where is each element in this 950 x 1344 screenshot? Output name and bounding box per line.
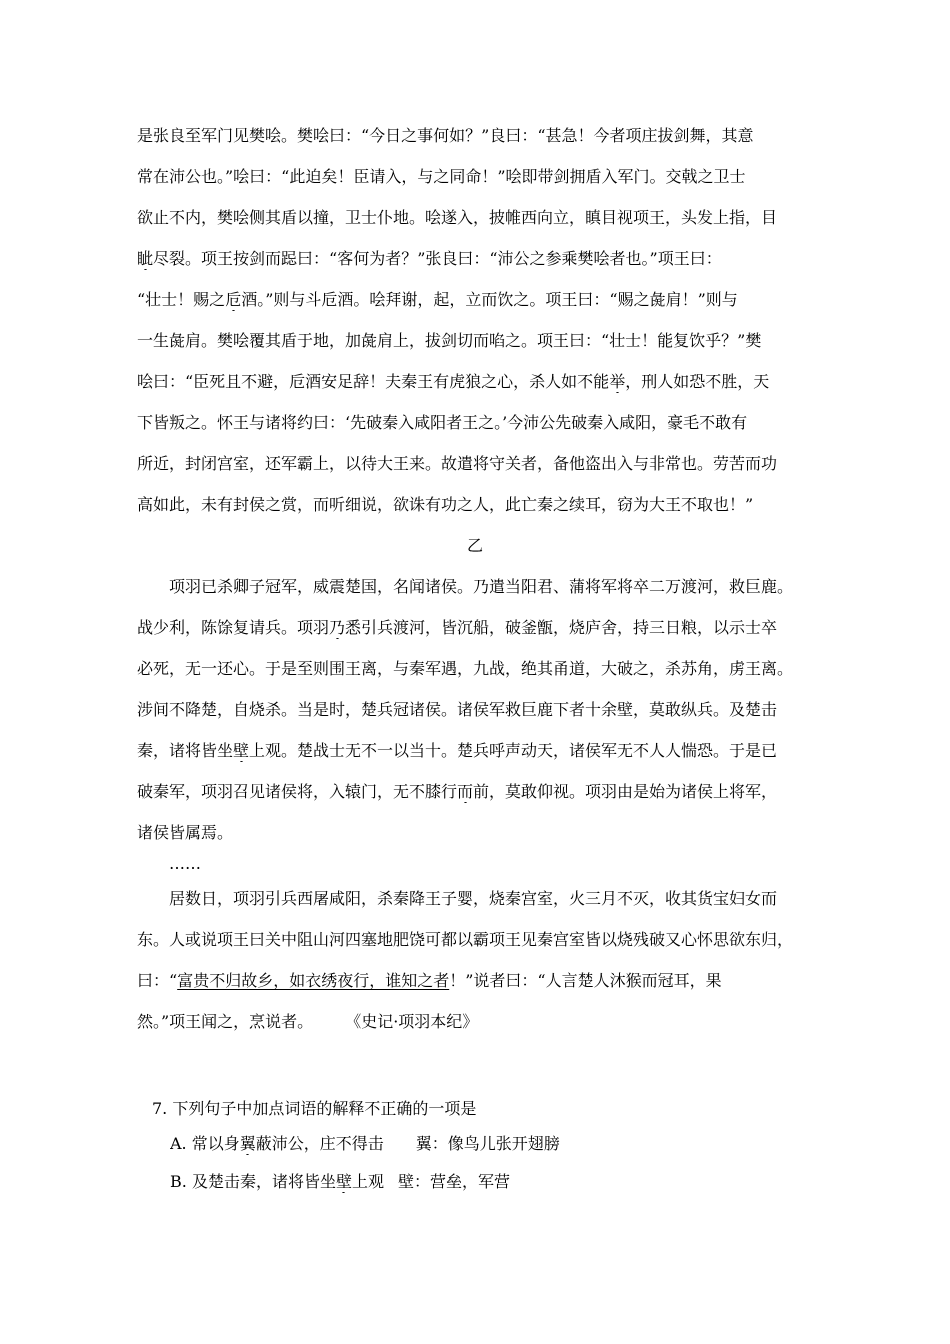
option-letter: A. — [170, 1134, 187, 1153]
question-7-stem — [152, 1098, 813, 1120]
passage-a-line-2: 常在沛公也。”哙曰：“此迫矣！臣请入，与之同命！”哙即带剑拥盾入军门。交戟之卫士 — [137, 167, 746, 186]
passage-a-line-1: 是张良至军门见樊哙。樊哙曰：“今日之事何如？”良曰：“甚急！今者项庄拔剑舞，其意 — [137, 126, 754, 145]
passage-b-line-7: 诸侯皆属焉。 — [137, 823, 234, 842]
passage-a-line-3: 欲止不内，樊哙侧其盾以撞，卫士仆地。哙遂入，披帷西向立，瞋目视项王，头发上指，目 — [137, 208, 778, 227]
passage-a-line-8: 下皆叛之。怀王与诸将约曰：‘先破秦入咸阳者王之。’今沛公先破秦入咸阳，豪毛不敢有 — [137, 413, 748, 432]
passage-a-line-10: 高如此，未有封侯之赏，而听细说，欲诛有功之人，此亡秦之续耳，窃为大王不取也！” — [137, 495, 754, 514]
text-run: “壮士！赐之 — [137, 290, 226, 309]
passage-a-line-5 — [137, 289, 813, 311]
passage-b-line-8: 居数日，项羽引兵西屠咸阳，杀秦降王子婴，烧秦宫室，火三月不灭，收其货宝妇女而 — [169, 889, 778, 908]
emphasis-dot-char: 举 — [609, 372, 626, 391]
emphasis-dot-char: 眦 — [137, 249, 154, 268]
question-number: 7. — [152, 1099, 168, 1118]
ellipsis: …… — [169, 854, 201, 873]
passage-b-line-1: 项羽已杀卿子冠军，威震楚国，名闻诸侯。乃遣当阳君、蒲将军将卒二万渡河，救巨鹿。 — [169, 577, 794, 596]
emphasis-dot-char: 壁 — [233, 741, 250, 760]
text-run: 秦，诸将皆坐 — [137, 741, 234, 760]
passage-b-line-5 — [137, 740, 813, 762]
passage-b-line-6 — [137, 781, 813, 803]
passage-a-line-6: 一生彘肩。樊哙覆其盾于地，加彘肩上，拔剑切而啗之。项王曰：“壮士！能复饮乎？”樊 — [137, 331, 762, 350]
passage-b-line-9: 东。人或说项王曰关中阻山河四塞地肥饶可都以霸项王见秦宫室皆以烧残破又心怀思欲东归， — [137, 930, 794, 949]
text-run: 然。”项王闻之，烹说者。 — [137, 1012, 314, 1031]
emphasis-dot-char: 乃 — [329, 618, 346, 637]
source-citation: 《史记·项羽本纪》 — [353, 1012, 479, 1031]
passage-a-line-7 — [137, 371, 813, 393]
section-label: 乙 — [466, 536, 483, 555]
emphasis-dot-char: 而 — [457, 782, 474, 801]
passage-b-line-3: 必死，无一还心。于是至则围王离，与秦军遇，九战，绝其甬道，大破之，杀苏角，虏王离。 — [137, 659, 794, 678]
text-run: 上观 — [351, 1172, 384, 1191]
text-run: 哙曰：“臣死且不避，卮酒安足辞！夫秦王有虎狼之心，杀人如不能 — [137, 372, 610, 391]
option-explanation: 翼：像鸟儿张开翅膀 — [415, 1134, 560, 1153]
text-run: 曰：“ — [137, 971, 178, 990]
option-b — [170, 1171, 813, 1193]
passage-b-line-2 — [137, 617, 813, 639]
text-run: 前，莫敢仰视。项羽由是始为诸侯上将军， — [473, 782, 778, 801]
underlined-quote: 富贵不归故乡，如衣绣夜行，谁知之者 — [177, 971, 450, 990]
passage-b-line-10 — [137, 970, 813, 992]
option-letter: B. — [170, 1172, 187, 1191]
passage-b-line-11 — [137, 1011, 813, 1033]
option-explanation: 壁：营垒，军营 — [397, 1172, 510, 1191]
emphasis-dot-char: 翼 — [239, 1134, 256, 1153]
option-a — [170, 1133, 813, 1155]
text-run: ，刑人如恐不胜，天 — [625, 372, 770, 391]
passage-a-line-4 — [137, 248, 813, 270]
text-run: 悉引兵渡河，皆沉船，破釜甑，烧庐舍，持三日粮，以示士卒 — [345, 618, 778, 637]
emphasis-dot-char: 卮 — [225, 290, 242, 309]
text-run: 战少利，陈馀复请兵。项羽 — [137, 618, 330, 637]
text-run: ！”说者曰：“人言楚人沐猴而冠耳，果 — [449, 971, 722, 990]
text-run: 及楚击秦，诸将皆坐 — [191, 1172, 336, 1191]
passage-a-line-9: 所近，封闭宫室，还军霸上，以待大王来。故遣将守关者，备他盗出入与非常也。劳苦而功 — [137, 454, 778, 473]
text-run: 蔽沛公，庄不得击 — [255, 1134, 384, 1153]
text-run: 酒。”则与斗卮酒。哙拜谢，起，立而饮之。项王曰：“赐之彘肩！”则与 — [241, 290, 738, 309]
text-run: 尽裂。项王按剑而跽曰：“客何为者？”张良曰：“沛公之参乘樊哙者也。”项王曰： — [153, 249, 722, 268]
text-run: 上观。楚战士无不一以当十。楚兵呼声动天，诸侯军无不人人惴恐。于是已 — [249, 741, 778, 760]
text-run: 常以身 — [191, 1134, 240, 1153]
text-run: 破秦军，项羽召见诸侯将，入辕门，无不膝行 — [137, 782, 458, 801]
emphasis-dot-char: 壁 — [335, 1172, 352, 1191]
passage-b-line-4: 涉间不降楚，自烧杀。当是时，楚兵冠诸侯。诸侯军救巨鹿下者十余壁，莫敢纵兵。及楚击 — [137, 700, 778, 719]
question-text: 下列句子中加点词语的解释不正确的一项是 — [172, 1099, 477, 1118]
